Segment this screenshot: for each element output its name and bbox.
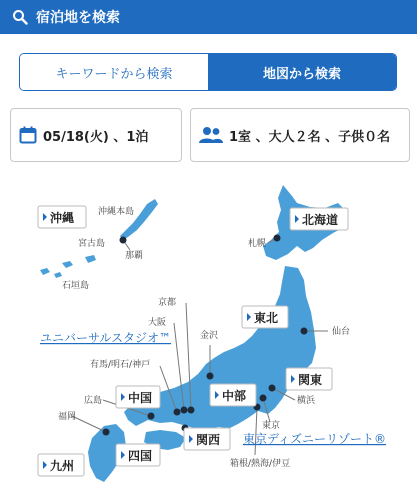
guests-label: 1室 、大人２名 、子供０名 [229,129,391,145]
city-label: 横浜 [297,396,316,406]
date-label: 05/18(火) 、1泊 [43,129,149,145]
search-icon [12,9,28,25]
tab-map-search[interactable]: 地図から検索 [208,54,396,90]
link-universal-studios[interactable]: ユニバーサルスタジオ™ [40,331,172,345]
region-tag-label: 四国 [128,449,153,463]
people-icon [199,126,223,144]
date-selector[interactable] [10,108,182,162]
region-tag-button[interactable] [210,384,256,406]
city-label: 沖縄本島 [98,207,135,217]
region-tag-label: 中国 [128,391,153,405]
region-tag-button[interactable] [38,206,86,228]
city-label: 東京 [262,421,281,431]
region-tag-button[interactable] [38,454,84,476]
city-label: 京都 [158,298,177,308]
region-tag-label: 中部 [222,389,247,403]
region-tag-button[interactable] [242,306,288,328]
calendar-icon [19,126,37,144]
city-label: 金沢 [200,331,219,341]
city-label: 箱根/熱海/伊豆 [230,459,291,469]
city-label: 札幌 [248,239,267,249]
guests-selector[interactable] [190,108,410,162]
city-label: 仙台 [332,327,351,337]
search-mode-tabs [19,53,397,91]
city-label: 有馬/明石/神戸 [90,360,151,370]
region-tag-button[interactable] [116,444,160,466]
city-label: 広島 [84,396,103,406]
japan-map [0,176,417,500]
city-label: 宮古島 [78,239,106,249]
region-tag-label: 関東 [298,373,323,387]
city-label: 石垣島 [62,281,90,291]
link-tokyo-disney-resort[interactable]: 東京ディズニーリゾート® [243,432,387,446]
region-tag-label: 沖縄 [50,211,75,225]
region-tag-button[interactable] [184,428,230,450]
tab-keyword-search[interactable]: キーワードから検索 [20,54,208,90]
region-tag-label: 関西 [196,433,221,447]
page-title: 宿泊地を検索 [36,10,120,26]
region-tag-label: 九州 [50,459,75,473]
region-tag-button[interactable] [286,368,332,390]
city-label: 那覇 [125,251,144,261]
city-label: 大阪 [148,318,167,328]
region-tag-button[interactable] [116,386,160,408]
region-tag-button[interactable] [290,208,348,230]
region-tag-label: 東北 [254,311,279,325]
city-label: 福岡 [58,412,77,422]
page-header [0,0,417,34]
region-tag-label: 北海道 [302,213,339,227]
